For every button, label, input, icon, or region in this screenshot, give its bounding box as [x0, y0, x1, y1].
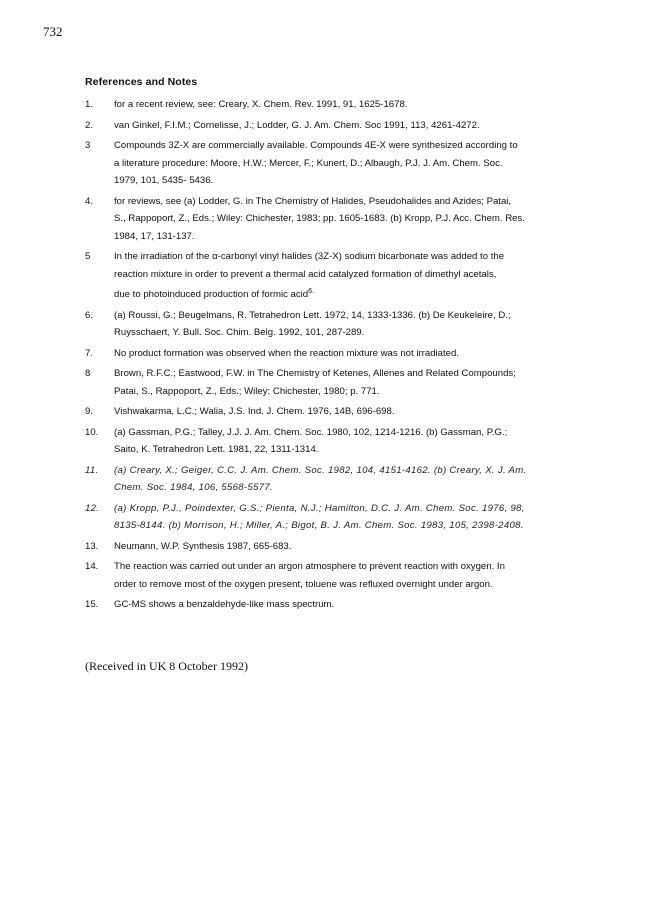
reference-text [114, 558, 625, 593]
reference-number: 12. [85, 502, 100, 514]
reference-item [85, 96, 625, 114]
reference-text [114, 307, 625, 342]
reference-number: 11. [85, 464, 99, 476]
reference-line: 1979, 101, 5435- 5436. [114, 175, 214, 186]
reference-item [85, 137, 625, 190]
reference-text [114, 365, 625, 400]
reference-item [85, 307, 625, 342]
references-heading: References and Notes [85, 76, 198, 88]
reference-item [85, 117, 625, 135]
received-date: (Received in UK 8 October 1992) [85, 659, 248, 673]
reference-line: (a) Roussi, G.; Beugelmans, R. Tetrahedron Lett. 1972, 14, 1333-1336. (b) De Keukeleire, D.; [114, 309, 511, 321]
reference-text [114, 538, 625, 556]
reference-item [85, 424, 625, 459]
reference-item [85, 596, 625, 614]
reference-number: 13. [85, 540, 99, 552]
reference-item [85, 403, 625, 421]
reference-item [85, 193, 625, 246]
reference-number: 6. [85, 309, 94, 321]
reference-text [114, 462, 625, 497]
reference-line: order to remove most of the oxygen present, toluene was refluxed overnight under argon. [114, 578, 493, 590]
reference-line: (a) Gassman, P.G.; Talley, J.J. J. Am. Chem. Soc. 1980, 102, 1214-1216. (b) Gassman, P.G.; [114, 426, 508, 438]
reference-text [114, 500, 625, 535]
reference-line: S., Rappoport, Z., Eds.; Wiley: Chichester, 1983; pp. 1605-1683. (b) Kropp, P.J. Acc. Chem. Res. [114, 213, 525, 224]
reference-item [85, 538, 625, 556]
reference-text [114, 403, 625, 421]
reference-number: 1. [85, 99, 94, 110]
reference-item [85, 500, 625, 535]
reference-line: GC-MS shows a benzaldehyde-like mass spectrum. [114, 599, 335, 611]
references-list [85, 96, 625, 617]
reference-line: for reviews, see (a) Lodder, G. in The Chemistry of Halides, Pseudohalides and Azides; Patai, [114, 195, 512, 207]
reference-line: Saito, K. Tetrahedron Lett. 1981, 22, 1311-1314. [114, 444, 319, 456]
reference-text [114, 117, 625, 135]
reference-line: for a recent review, see: Creary, X. Chem. Rev. 1991, 91, 1625-1678. [114, 99, 408, 110]
reference-line: van Ginkel, F.I.M.; Cornelisse, J.; Lodder, G. J. Am. Chem. Soc 1991, 113, 4261-4272. [114, 119, 480, 131]
reference-line: reaction mixture in order to prevent a thermal acid catalyzed formation of dimethyl acetals, [114, 268, 497, 280]
page-number: 732 [43, 24, 63, 39]
reference-item [85, 462, 625, 497]
reference-line: (a) Kropp, P.J., Poindexter, G.S.; Pienta, N.J.; Hamilton, D.C. J. Am. Chem. Soc. 1976, 98, [114, 502, 525, 514]
reference-line: Chem. Soc. 1984, 106, 5568-5577. [114, 482, 273, 494]
reference-text [114, 596, 625, 614]
reference-line: Neumann, W.P. Synthesis 1987, 665-683. [114, 540, 292, 552]
reference-item [85, 365, 625, 400]
reference-line: No product formation was observed when the reaction mixture was not irradiated. [114, 347, 460, 359]
reference-item [85, 345, 625, 363]
reference-text [114, 137, 625, 190]
reference-number: 3 [85, 140, 91, 151]
reference-number: 4. [85, 195, 94, 207]
reference-number: 7. [85, 347, 94, 359]
reference-number: 10. [85, 426, 99, 438]
reference-line: In the irradiation of the α-carbonyl vinyl halides (3Z-X) sodium bicarbonate was added to the [114, 251, 505, 262]
reference-number: 14. [85, 561, 99, 573]
reference-line: 1984, 17, 131-137. [114, 230, 195, 242]
reference-number: 15. [85, 599, 99, 611]
reference-text [114, 96, 625, 114]
reference-line: a literature procedure: Moore, H.W.; Mercer, F.; Kunert, D.; Albaugh, P.J. J. Am. Chem. Soc. [114, 157, 503, 169]
reference-line: Compounds 3Z-X are commercially available. Compounds 4E-X were synthesized according to [114, 140, 518, 151]
reference-line: The reaction was carried out under an argon atmosphere to prevent reaction with oxygen. In [114, 561, 505, 573]
reference-line: 8135-8144. (b) Morrison, H.; Miller, A.; Bigot, B. J. Am. Chem. Soc. 1983, 105, 2398-2408. [114, 520, 524, 532]
reference-line: Patai, S., Rappoport, Z., Eds.; Wiley: Chichester, 1980; p. 771. [114, 385, 380, 397]
reference-text [114, 424, 625, 459]
reference-text [114, 248, 625, 304]
reference-number: 8 [85, 368, 91, 380]
superscript-citation: 6. [308, 288, 314, 295]
reference-line: Ruysschaert, Y. Bull. Soc. Chim. Belg. 1992, 101, 287-289. [114, 327, 365, 339]
reference-number: 5 [85, 251, 91, 262]
reference-line: (a) Creary, X.; Geiger, C.C. J. Am. Chem. Soc. 1982, 104, 4151-4162. (b) Creary, X. J. Am. [114, 464, 527, 476]
reference-item [85, 248, 625, 304]
reference-line: due to photoinduced production of formic acid$^{6.}$ [114, 288, 314, 301]
reference-number: 9. [85, 406, 94, 418]
reference-text [114, 345, 625, 363]
reference-item [85, 558, 625, 593]
reference-text [114, 193, 625, 246]
reference-line: Brown, R.F.C.; Eastwood, F.W. in The Chemistry of Ketenes, Allenes and Related Compounds; [114, 368, 516, 380]
reference-line: Vishwakarma, L.C.; Walia, J.S. Ind. J. Chem. 1976, 14B, 696-698. [114, 406, 395, 418]
reference-number: 2. [85, 119, 94, 131]
